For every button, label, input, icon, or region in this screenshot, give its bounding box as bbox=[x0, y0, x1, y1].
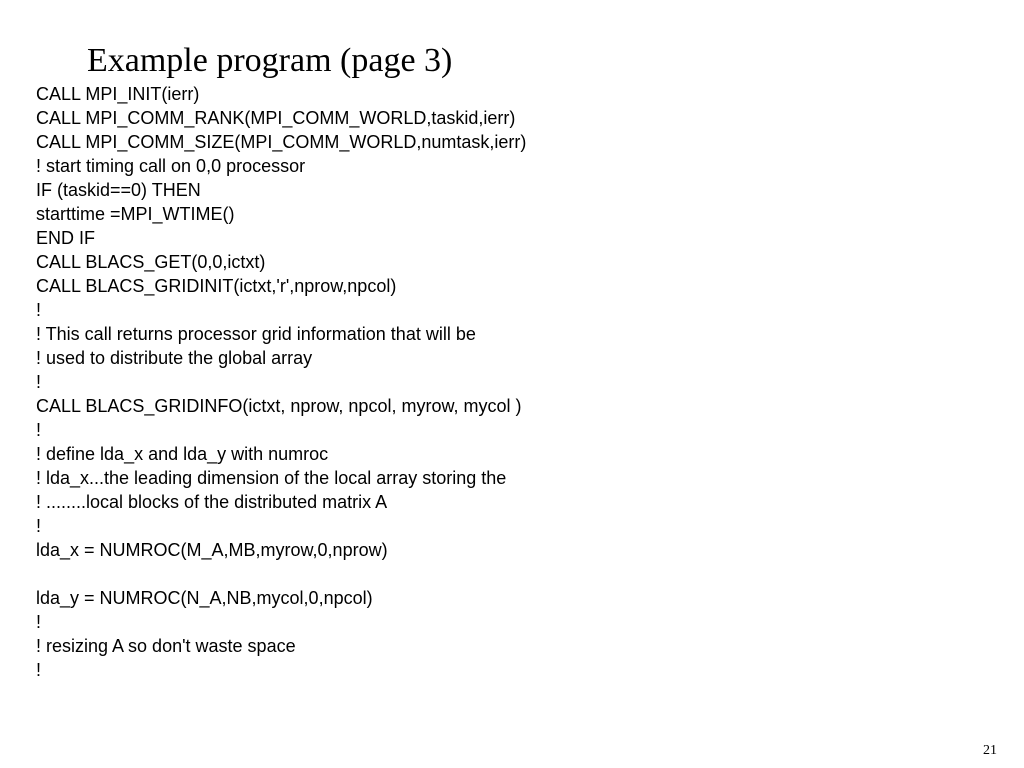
code-line: lda_y = NUMROC(N_A,NB,mycol,0,npcol) bbox=[36, 588, 373, 608]
code-line: END IF bbox=[36, 228, 96, 248]
code-line: ! bbox=[36, 420, 42, 440]
code-line: CALL BLACS_GRIDINIT(ictxt,'r',nprow,npcol) bbox=[36, 276, 397, 296]
code-line: ! bbox=[36, 372, 42, 392]
code-line: ! ........local blocks of the distributed matrix A bbox=[36, 492, 388, 512]
code-line: ! bbox=[36, 516, 42, 536]
code-line: starttime =MPI_WTIME() bbox=[36, 204, 235, 224]
code-line bbox=[36, 562, 526, 586]
code-line: ! bbox=[36, 300, 42, 320]
code-listing bbox=[36, 82, 526, 682]
code-line: CALL MPI_INIT(ierr) bbox=[36, 84, 200, 104]
code-line: ! bbox=[36, 612, 42, 632]
code-line: ! used to distribute the global array bbox=[36, 348, 313, 368]
code-line: CALL BLACS_GRIDINFO(ictxt, nprow, npcol, myrow, mycol ) bbox=[36, 396, 522, 416]
code-line: IF (taskid==0) THEN bbox=[36, 180, 201, 200]
code-line: ! start timing call on 0,0 processor bbox=[36, 156, 306, 176]
code-line: ! lda_x...the leading dimension of the local array storing the bbox=[36, 468, 507, 488]
code-line: CALL BLACS_GET(0,0,ictxt) bbox=[36, 252, 266, 272]
page-number: 21 bbox=[983, 743, 997, 758]
code-line: ! bbox=[36, 660, 42, 680]
code-line: CALL MPI_COMM_SIZE(MPI_COMM_WORLD,numtask,ierr) bbox=[36, 132, 527, 152]
code-line: ! define lda_x and lda_y with numroc bbox=[36, 444, 329, 464]
code-line: ! This call returns processor grid information that will be bbox=[36, 324, 476, 344]
code-line: lda_x = NUMROC(M_A,MB,myrow,0,nprow) bbox=[36, 540, 388, 560]
code-line: CALL MPI_COMM_RANK(MPI_COMM_WORLD,taskid,ierr) bbox=[36, 108, 516, 128]
slide-title: Example program (page 3) bbox=[87, 42, 453, 79]
code-line: ! resizing A so don't waste space bbox=[36, 636, 296, 656]
